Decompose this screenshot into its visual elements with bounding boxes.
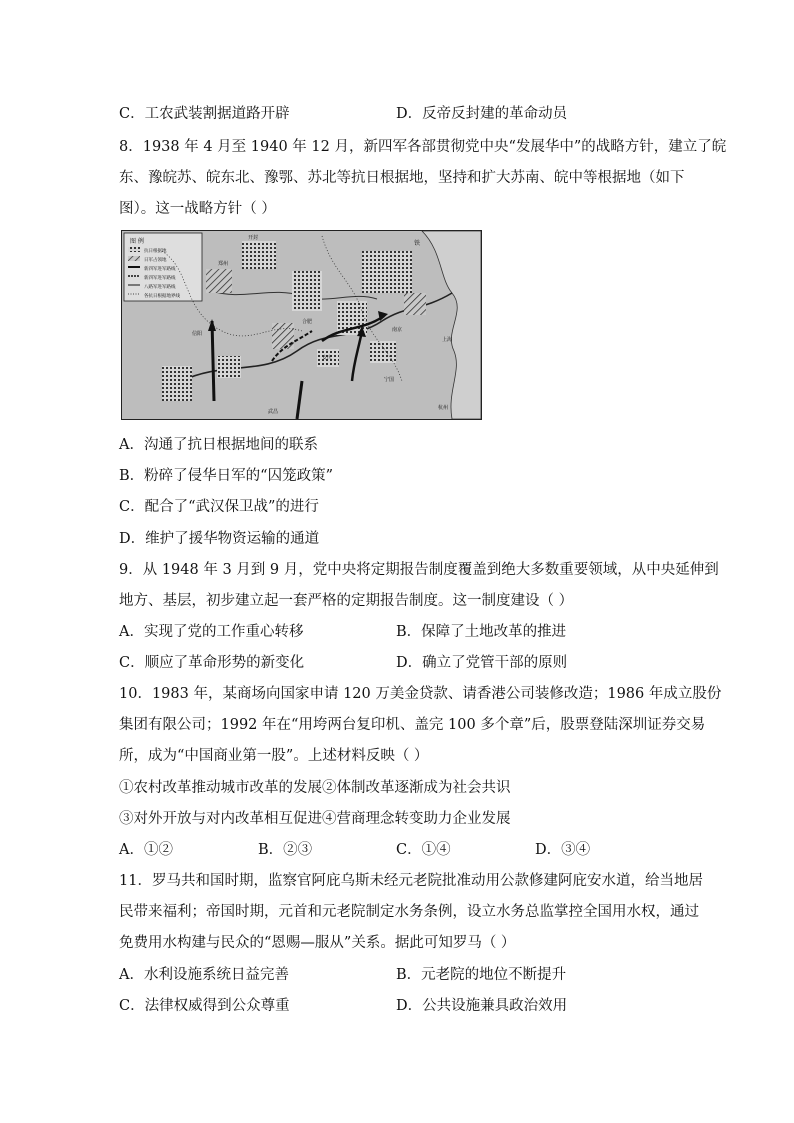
- place-label: 合肥: [302, 319, 313, 325]
- q11-stem-line2: 民带来福利；帝国时期，元首和元老院制定水务条例，设立水务总监掌控全国用水权，通过: [119, 904, 699, 920]
- q8-option-a[interactable]: A．沟通了抗日根据地间的联系: [119, 437, 318, 453]
- q11-stem-line3: 免费用水构建与民众的“恩赐—服从”关系。据此可知罗马（ ）: [119, 935, 516, 951]
- q8-option-b[interactable]: B．粉碎了侵华日军的“囚笼政策”: [119, 468, 333, 484]
- q7-option-d[interactable]: D．反帝反封建的革命动员: [396, 106, 568, 122]
- occupied-area: [272, 323, 294, 349]
- legend-item-4: 新四军进军路线: [144, 276, 176, 281]
- q10-option-d[interactable]: D．③④: [535, 842, 591, 858]
- legend-item-6: 各抗日根据地界线: [144, 294, 180, 299]
- base-area: [362, 251, 412, 293]
- q8-stem-line1: 8．1938 年 4 月至 1940 年 12 月，新四军各部贯彻党中央“发展华中”的战略方针，建立了皖: [119, 139, 727, 155]
- q10-item-line2: ③对外开放与对内改革相互促进④营商理念转变助力企业发展: [119, 811, 511, 827]
- q10-item-line1: ①农村改革推动城市改革的发展②体制改革逐渐成为社会共识: [119, 780, 511, 796]
- q10-stem-line2: 集团有限公司；1992 年在“用垮两台复印机、盖完 100 多个章”后，股票登陆深圳证券交易: [119, 717, 706, 733]
- place-label: 信阳: [192, 331, 203, 337]
- occupied-area: [206, 269, 232, 293]
- place-label: 铁: [414, 240, 421, 247]
- q8-map-figure: [121, 230, 482, 420]
- base-area: [292, 271, 322, 311]
- legend-title: 图 例: [130, 238, 144, 245]
- q10-option-b[interactable]: B．②③: [258, 842, 313, 858]
- base-area: [242, 241, 276, 269]
- base-area: [162, 366, 192, 401]
- q8-option-c[interactable]: C．配合了“武汉保卫战”的进行: [119, 499, 319, 515]
- q11-option-b[interactable]: B．元老院的地位不断提升: [396, 967, 567, 983]
- q9-option-c[interactable]: C．顺应了革命形势的新变化: [119, 655, 305, 671]
- place-label: 开封: [248, 235, 259, 241]
- base-area: [370, 341, 396, 363]
- q10-option-a[interactable]: A．①②: [119, 842, 173, 858]
- occupied-area: [404, 293, 426, 315]
- legend-item-3: 新四军进军路线: [144, 267, 176, 272]
- place-label: 杭州: [438, 405, 449, 411]
- q10-option-c[interactable]: C．①④: [396, 842, 451, 858]
- place-label: 上海: [442, 337, 453, 343]
- q9-option-b[interactable]: B．保障了土地改革的推进: [396, 624, 567, 640]
- q9-stem-line1: 9．从 1948 年 3 月到 9 月，党中央将定期报告制度覆盖到绝大多数重要领域，从中央延伸到: [119, 562, 719, 578]
- q11-option-a[interactable]: A．水利设施系统日益完善: [119, 967, 289, 983]
- march-arrow: [212, 321, 214, 401]
- q11-option-d[interactable]: D．公共设施兼具政治效用: [396, 998, 568, 1014]
- q8-option-d[interactable]: D．维护了援华物资运输的通道: [119, 531, 320, 547]
- place-label: 武昌: [268, 409, 279, 415]
- map-svg: [122, 231, 481, 419]
- q11-stem-line1: 11．罗马共和国时期，监察官阿庇乌斯未经元老院批准动用公款修建阿庇安水道，给当地居: [119, 873, 703, 889]
- q9-option-a[interactable]: A．实现了党的工作重心转移: [119, 624, 304, 640]
- q9-option-d[interactable]: D．确立了党管干部的原则: [396, 655, 568, 671]
- legend-item-2: 日军占领地: [144, 258, 167, 263]
- q7-option-c[interactable]: C．工农武装割据道路开辟: [119, 106, 290, 122]
- legend-item-5: 八路军进军路线: [144, 285, 176, 290]
- q11-option-c[interactable]: C．法律权威得到公众尊重: [119, 998, 290, 1014]
- q10-stem-line3: 所，成为“中国商业第一股”。上述材料反映（ ）: [119, 748, 429, 764]
- place-label: 郑州: [218, 261, 229, 267]
- place-label: 安庆: [322, 355, 333, 361]
- q9-stem-line2: 地方、基层，初步建立起一套严格的定期报告制度。这一制度建设（ ）: [119, 593, 574, 609]
- q10-stem-line1: 10．1983 年，某商场向国家申请 120 万美金贷款、请香港公司装修改造；1986 年成立股份: [119, 686, 722, 702]
- base-area: [217, 356, 241, 378]
- place-label: 宁国: [384, 377, 395, 383]
- q8-stem-line2: 东、豫皖苏、皖东北、豫鄂、苏北等抗日根据地，坚持和扩大苏南、皖中等根据地（如下: [119, 170, 685, 186]
- q8-stem-line3: 图）。这一战略方针（ ）: [119, 201, 276, 217]
- place-label: 南京: [392, 327, 403, 333]
- legend-item-1: 抗日根据地: [144, 249, 167, 254]
